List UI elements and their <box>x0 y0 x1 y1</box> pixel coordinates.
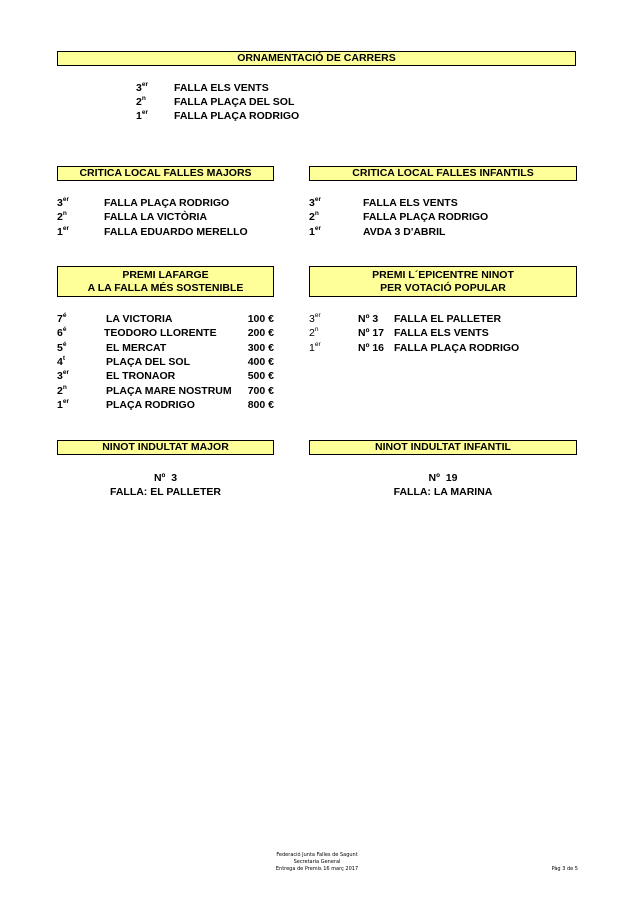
critica-majors-name-2: FALLA LA VICTÒRIA <box>104 211 208 223</box>
critica-majors-name-1: FALLA EDUARDO MERELLO <box>104 226 248 238</box>
lafarge-pos-2: 2$^n$ <box>57 383 67 397</box>
indultat-infantil-falla: FALLA: LA MARINA <box>393 486 493 498</box>
lafarge-name-5: EL MERCAT <box>106 342 167 354</box>
epicentre-title-line1: PREMI L´EPICENTRE NINOT <box>372 269 514 281</box>
lafarge-pos-3: 3er <box>57 368 69 382</box>
lafarge-amount-3: 500 € <box>247 370 274 382</box>
epicentre-header <box>309 266 577 297</box>
epicentre-name-2: FALLA ELS VENTS <box>394 327 489 339</box>
lafarge-pos-4: 4$^t$ <box>57 354 66 368</box>
ornamentacio-pos-3: 3er <box>136 80 148 94</box>
critica-infantils-pos-3: 3er <box>309 195 321 209</box>
lafarge-header <box>57 266 274 297</box>
lafarge-name-2: PLAÇA MARE NOSTRUM <box>106 385 232 397</box>
critica-majors-pos-1: 1er <box>57 224 69 238</box>
ornamentacio-name-3: FALLA ELS VENTS <box>174 82 269 94</box>
critica-majors-header <box>57 166 274 181</box>
lafarge-pos-6: $6^é$ <box>57 325 67 339</box>
epicentre-pos-2: 2$^n$ <box>309 325 319 339</box>
footer <box>217 852 417 873</box>
epicentre-name-1: FALLA PLAÇA RODRIGO <box>394 342 520 354</box>
critica-majors-pos-3: 3er <box>57 195 69 209</box>
lafarge-pos-5: $5^é$ <box>57 340 67 354</box>
epicentre-pos-3: 3er <box>309 311 321 325</box>
lafarge-name-6: TEODORO LLORENTE <box>104 327 217 339</box>
lafarge-amount-4: 400 € <box>247 356 274 368</box>
ornamentacio-title: ORNAMENTACIÓ DE CARRERS <box>237 52 396 64</box>
lafarge-amount-7: 100 € <box>247 313 274 325</box>
lafarge-amount-5: 300 € <box>247 342 274 354</box>
lafarge-title-line1: PREMI LAFARGE <box>122 269 209 281</box>
indultat-infantil-title: NINOT INDULTAT INFANTIL <box>375 441 511 453</box>
epicentre-num-3: Nº 3 <box>358 313 379 325</box>
lafarge-pos-7: $7^é$ <box>57 311 67 325</box>
epicentre-name-3: FALLA EL PALLETER <box>394 313 502 325</box>
lafarge-name-3: EL TRONAOR <box>106 370 176 382</box>
epicentre-title-line2: PER VOTACIÓ POPULAR <box>380 282 506 294</box>
critica-infantils-title: CRITICA LOCAL FALLES INFANTILS <box>352 167 534 179</box>
critica-majors-title: CRITICA LOCAL FALLES MAJORS <box>79 167 252 179</box>
indultat-major-title: NINOT INDULTAT MAJOR <box>102 441 229 453</box>
epicentre-num-1: Nº 16 <box>358 342 385 354</box>
ornamentacio-pos-1: 1er <box>136 108 148 122</box>
ornamentacio-header <box>57 51 576 66</box>
indultat-infantil-num: Nº 19 <box>428 472 458 484</box>
page-number: Pàg 3 de 5 <box>551 866 578 872</box>
epicentre-pos-1: 1er <box>309 340 321 354</box>
critica-majors-name-3: FALLA PLAÇA RODRIGO <box>104 197 230 209</box>
footer-department: Secretaria General <box>293 859 341 865</box>
indultat-major-num: Nº 3 <box>153 472 178 484</box>
lafarge-pos-1: 1er <box>57 397 69 411</box>
lafarge-title-line2: A LA FALLA MÉS SOSTENIBLE <box>87 282 244 294</box>
critica-infantils-name-2: FALLA PLAÇA RODRIGO <box>363 211 489 223</box>
ornamentacio-pos-2: 2$^n$ <box>136 94 146 108</box>
footer-organization: Federació Junta Falles de Sagunt <box>276 852 358 858</box>
lafarge-name-7: LA VICTORIA <box>106 313 173 325</box>
ornamentacio-name-1: FALLA PLAÇA RODRIGO <box>174 110 300 122</box>
lafarge-name-4: PLAÇA DEL SOL <box>106 356 191 368</box>
lafarge-name-1: PLAÇA RODRIGO <box>106 399 195 411</box>
critica-infantils-name-3: FALLA ELS VENTS <box>363 197 458 209</box>
lafarge-amount-6: 200 € <box>247 327 274 339</box>
indultat-infantil-header <box>309 440 577 455</box>
lafarge-amount-1: 800 € <box>247 399 274 411</box>
epicentre-num-2: Nº 17 <box>358 327 385 339</box>
lafarge-amount-2: 700 € <box>247 385 274 397</box>
indultat-major-header <box>57 440 274 455</box>
critica-infantils-pos-1: 1er <box>309 224 321 238</box>
critica-infantils-header <box>309 166 577 181</box>
critica-majors-pos-2: 2$^n$ <box>57 209 67 223</box>
footer-event: Entrega de Premis 16 març 2017 <box>275 866 359 872</box>
ornamentacio-name-2: FALLA PLAÇA DEL SOL <box>174 96 295 108</box>
indultat-major-falla: FALLA: EL PALLETER <box>109 486 222 498</box>
critica-infantils-name-1: AVDA 3 D'ABRIL <box>363 226 446 238</box>
critica-infantils-pos-2: 2$^n$ <box>309 209 319 223</box>
